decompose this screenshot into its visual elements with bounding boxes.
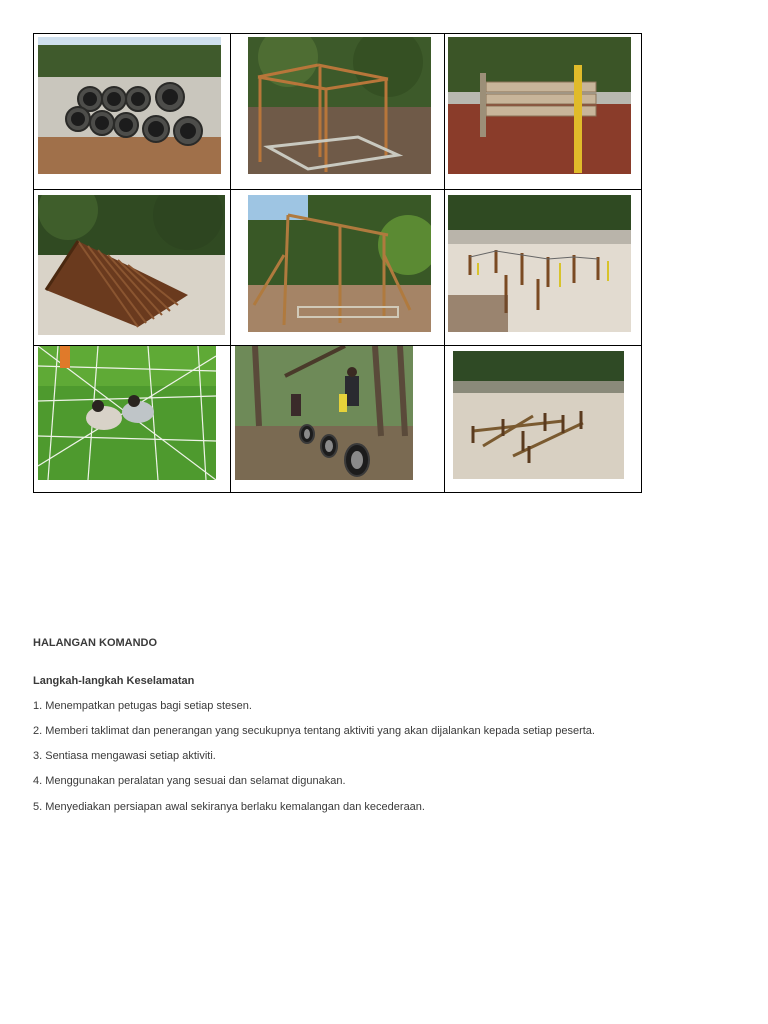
photo-cell (231, 34, 445, 190)
safety-step-item: 4. Menggunakan peralatan yang sesuai dan selamat digunakan. (33, 775, 346, 787)
safety-step-item: 5. Menyediakan persiapan awal sekiranya berlaku kemalangan dan kecederaan. (33, 801, 425, 813)
concrete-pipes-photo (38, 37, 221, 174)
safety-steps-heading: Langkah-langkah Keselamatan (33, 675, 195, 687)
balance-beams-photo (453, 351, 624, 479)
photo-cell (231, 190, 445, 346)
rope-posts-photo (448, 195, 631, 332)
safety-step-item: 1. Menempatkan petugas bagi setiap stesen. (33, 700, 252, 712)
photo-cell (445, 190, 642, 346)
photo-cell (445, 34, 642, 190)
tire-walk-photo (235, 346, 413, 480)
safety-step-item: 3. Sentiasa mengawasi setiap aktiviti. (33, 750, 216, 762)
photo-cell (231, 346, 445, 493)
wooden-frame-photo (248, 37, 431, 174)
photo-cell (34, 346, 231, 493)
photo-cell (34, 34, 231, 190)
obstacle-photo-table (33, 33, 642, 493)
a-frame-ladder-photo (38, 195, 225, 335)
wooden-wall-photo (448, 37, 631, 174)
rope-crawl-photo (38, 346, 216, 480)
safety-step-item: 2. Memberi taklimat dan penerangan yang secukupnya tentang aktiviti yang akan dijalankan kepada setiap peserta. (33, 725, 595, 737)
photo-cell (34, 190, 231, 346)
section-title: HALANGAN KOMANDO (33, 637, 158, 649)
photo-cell (445, 346, 642, 493)
swing-frame-photo (248, 195, 431, 332)
